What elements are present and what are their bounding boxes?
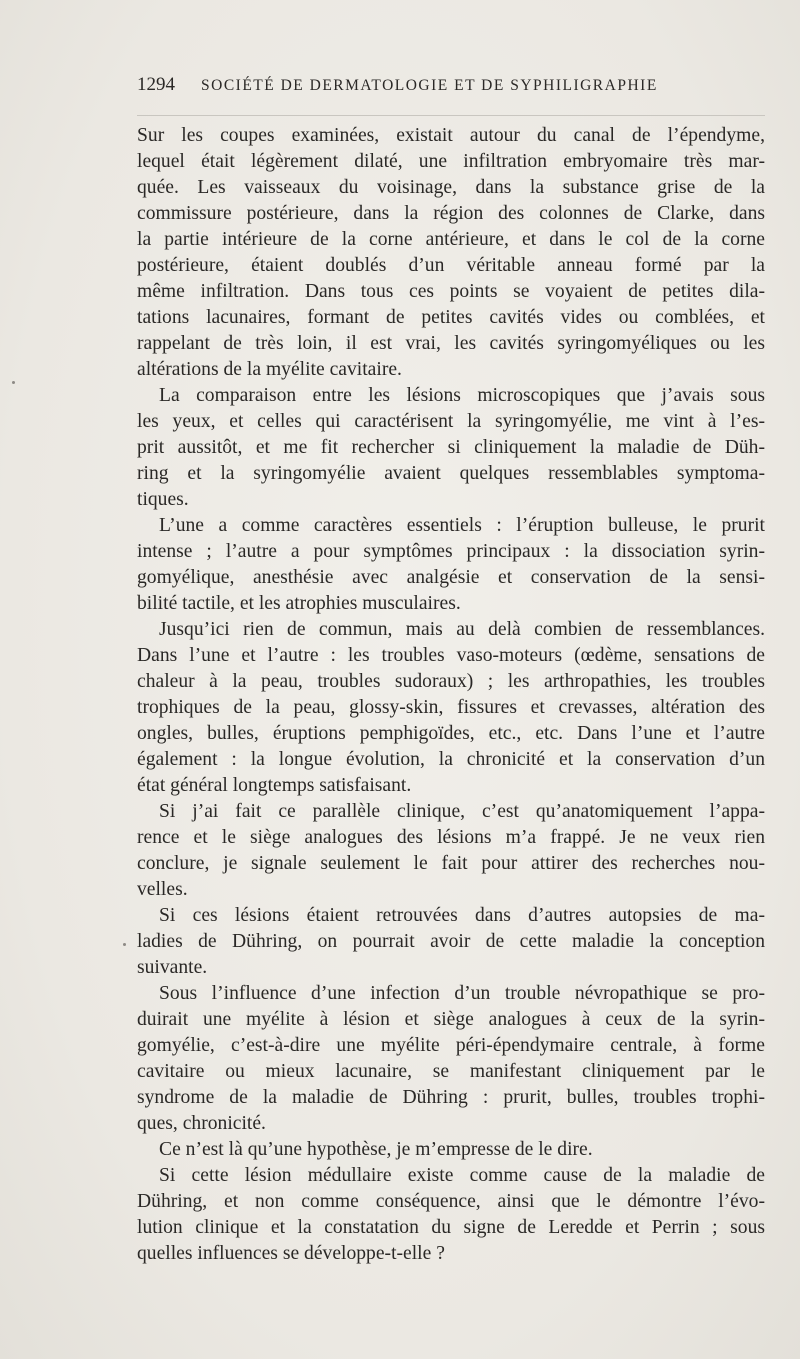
text-line: ladies de Dühring, on pourrait avoir de cette maladie la conception <box>137 931 765 952</box>
text-line: cavitaire ou mieux lacunaire, se manifestant cliniquement par le <box>137 1061 765 1082</box>
paragraph-first-line: Si cette lésion médullaire existe comme cause de la maladie de <box>159 1165 765 1186</box>
text-line: également : la longue évolution, la chronicité et la conservation d’un <box>137 749 765 770</box>
text-line: rappelant de très loin, il est vrai, les cavités syringomyéliques ou les <box>137 333 765 354</box>
paragraph-first-line: Si j’ai fait ce parallèle clinique, c’est qu’anatomiquement l’appa- <box>159 801 765 822</box>
text-line: velles. <box>137 879 188 900</box>
paragraph-first-line: Jusqu’ici rien de commun, mais au delà combien de ressemblances. <box>159 619 765 640</box>
paper-speck <box>12 381 15 384</box>
text-line: tiques. <box>137 489 189 510</box>
text-line: ongles, bulles, éruptions pemphigoïdes, etc., etc. Dans l’une et l’autre <box>137 723 765 744</box>
text-line: la partie intérieure de la corne antérieure, et dans le col de la corne <box>137 229 765 250</box>
text-line: intense ; l’autre a pour symptômes principaux : la dissociation syrin- <box>137 541 765 562</box>
paragraph-first-line: Ce n’est là qu’une hypothèse, je m’empresse de le dire. <box>159 1139 593 1160</box>
text-line: tations lacunaires, formant de petites cavités vides ou comblées, et <box>137 307 765 328</box>
text-line: chaleur à la peau, troubles sudoraux) ; les arthropathies, les troubles <box>137 671 765 692</box>
text-line: syndrome de la maladie de Dühring : prurit, bulles, troubles trophi- <box>137 1087 765 1108</box>
text-line: gomyélie, c’est-à-dire une myélite péri-épendymaire centrale, à forme <box>137 1035 765 1056</box>
text-line: état général longtemps satisfaisant. <box>137 775 412 796</box>
text-line: quelles influences se développe-t-elle ? <box>137 1243 445 1264</box>
header-rule <box>137 115 765 116</box>
text-line: Dühring, et non comme conséquence, ainsi que le démontre l’évo- <box>137 1191 765 1212</box>
text-line: altérations de la myélite cavitaire. <box>137 359 402 380</box>
running-header <box>137 74 765 104</box>
page-number: 1294 <box>137 74 175 95</box>
text-line: les yeux, et celles qui caractérisent la syringomyélie, me vint à l’es- <box>137 411 765 432</box>
text-line: gomyélique, anesthésie avec analgésie et conservation de la sensi- <box>137 567 765 588</box>
text-line: lution clinique et la constatation du signe de Leredde et Perrin ; sous <box>137 1217 765 1238</box>
text-line: quée. Les vaisseaux du voisinage, dans la substance grise de la <box>137 177 765 198</box>
text-line: prit aussitôt, et me fit rechercher si cliniquement la maladie de Düh- <box>137 437 765 458</box>
text-line: Dans l’une et l’autre : les troubles vaso-moteurs (œdème, sensations de <box>137 645 765 666</box>
text-line: ring et la syringomyélie avaient quelques ressemblables symptoma- <box>137 463 765 484</box>
text-line: rence et le siège analogues des lésions m’a frappé. Je ne veux rien <box>137 827 765 848</box>
body-text <box>137 123 765 1267</box>
text-line: trophiques de la peau, glossy-skin, fissures et crevasses, altération des <box>137 697 765 718</box>
paragraph-first-line: Si ces lésions étaient retrouvées dans d’autres autopsies de ma- <box>159 905 765 926</box>
text-line: postérieure, étaient doublés d’un véritable anneau formé par la <box>137 255 765 276</box>
text-line: duirait une myélite à lésion et siège analogues à ceux de la syrin- <box>137 1009 765 1030</box>
paragraph-first-line: Sous l’influence d’une infection d’un trouble névropathique se pro- <box>159 983 765 1004</box>
text-line: Sur les coupes examinées, existait autour du canal de l’épendyme, <box>137 125 765 146</box>
text-line: commissure postérieure, dans la région des colonnes de Clarke, dans <box>137 203 765 224</box>
paper-speck <box>123 943 126 946</box>
text-line: lequel était légèrement dilaté, une infiltration embryomaire très mar- <box>137 151 765 172</box>
text-line: conclure, je signale seulement le fait pour attirer des recherches nou- <box>137 853 765 874</box>
paragraph-first-line: L’une a comme caractères essentiels : l’éruption bulleuse, le prurit <box>159 515 765 536</box>
text-line: ques, chronicité. <box>137 1113 266 1134</box>
paragraph-first-line: La comparaison entre les lésions microscopiques que j’avais sous <box>159 385 765 406</box>
text-line: même infiltration. Dans tous ces points se voyaient de petites dila- <box>137 281 765 302</box>
text-line: bilité tactile, et les atrophies musculaires. <box>137 593 461 614</box>
running-title: SOCIÉTÉ DE DERMATOLOGIE ET DE SYPHILIGRAPHIE <box>201 77 658 94</box>
text-line: suivante. <box>137 957 208 978</box>
